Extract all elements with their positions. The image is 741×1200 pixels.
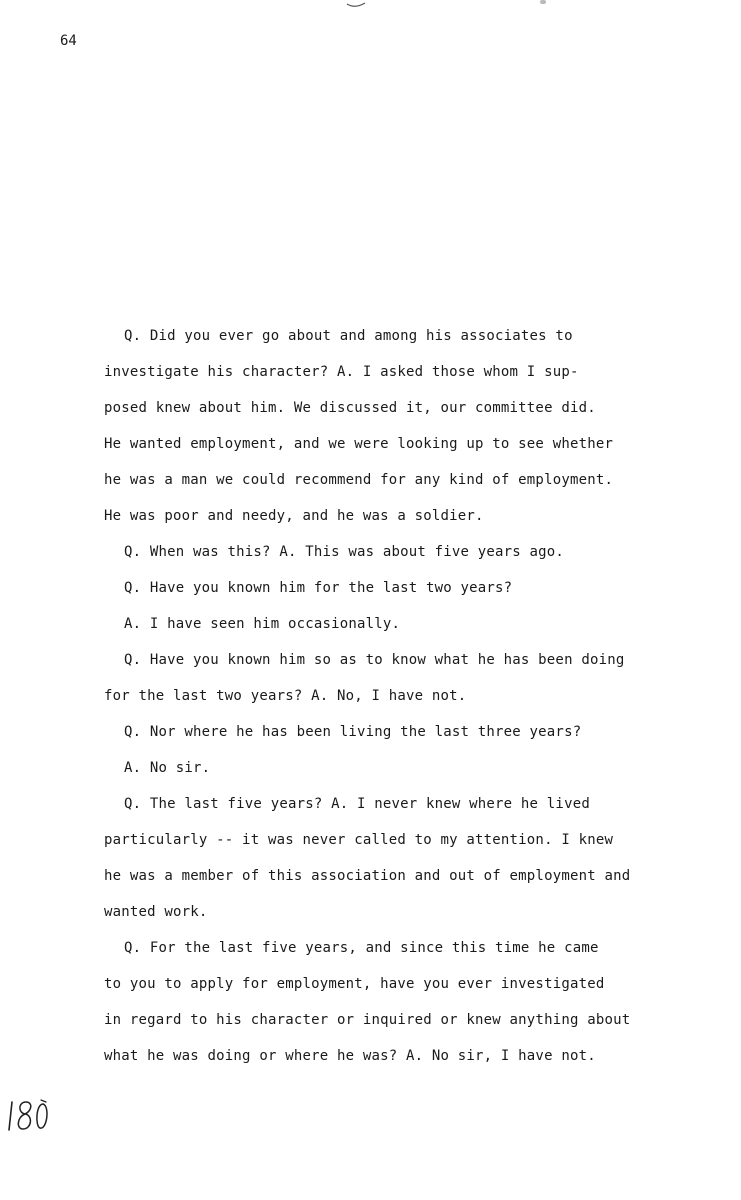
text-line: Q. The last five years? A. I never knew where he lived xyxy=(124,796,590,812)
text-line: Q. Have you known him so as to know what he has been doing xyxy=(124,652,625,668)
text-line: he was a man we could recommend for any kind of employment. xyxy=(104,472,614,488)
text-line: for the last two years? A. No, I have not. xyxy=(104,688,467,704)
text-line: Q. Did you ever go about and among his associates to xyxy=(124,328,573,344)
text-line: particularly -- it was never called to my attention. I knew xyxy=(104,832,614,848)
text-line: A. No sir. xyxy=(124,760,211,776)
text-line: in regard to his character or inquired or knew anything about xyxy=(104,1012,631,1028)
handwritten-page-number xyxy=(6,1096,54,1136)
text-line: investigate his character? A. I asked those whom I sup- xyxy=(104,364,579,380)
text-line: Q. For the last five years, and since this time he came xyxy=(124,940,599,956)
text-line: posed knew about him. We discussed it, our committee did. xyxy=(104,400,596,416)
text-line: Q. Nor where he has been living the last three years? xyxy=(124,724,582,740)
text-line: to you to apply for employment, have you ever investigated xyxy=(104,976,605,992)
top-scribble-mark xyxy=(345,0,367,10)
top-ink-speck xyxy=(540,0,546,4)
text-line: A. I have seen him occasionally. xyxy=(124,616,401,632)
testimony-text xyxy=(104,318,694,1074)
text-line: he was a member of this association and out of employment and xyxy=(104,868,631,884)
text-line: Q. When was this? A. This was about five years ago. xyxy=(124,544,565,560)
text-line: He was poor and needy, and he was a soldier. xyxy=(104,508,484,524)
text-line: wanted work. xyxy=(104,904,208,920)
text-line: what he was doing or where he was? A. No sir, I have not. xyxy=(104,1048,596,1064)
page-number: 64 xyxy=(60,33,77,49)
text-line: Q. Have you known him for the last two years? xyxy=(124,580,513,596)
text-line: He wanted employment, and we were looking up to see whether xyxy=(104,436,614,452)
